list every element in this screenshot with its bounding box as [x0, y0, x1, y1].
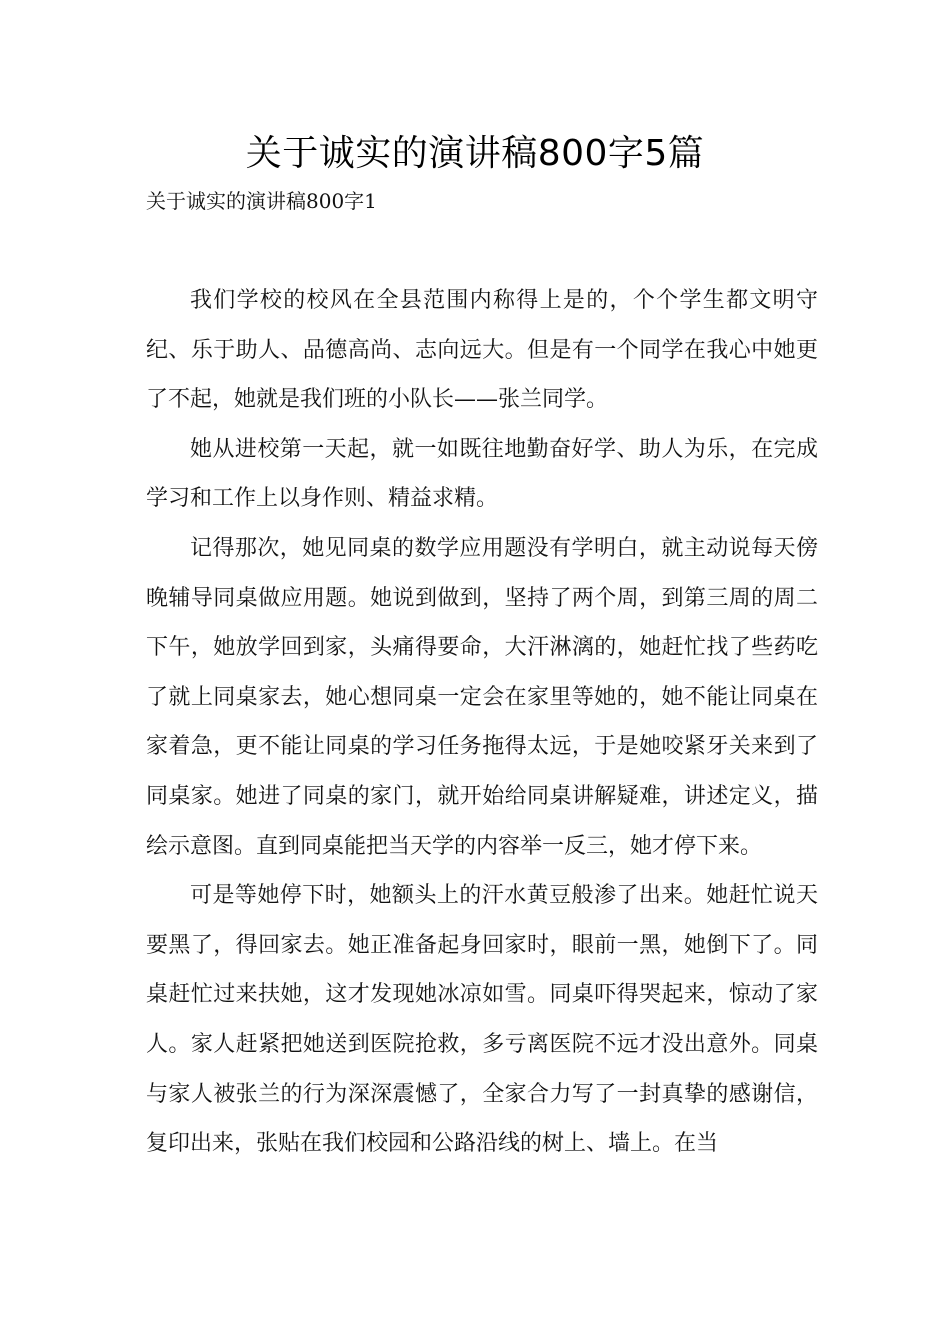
paragraph-2: 她从进校第一天起，就一如既往地勤奋好学、助人为乐，在完成学习和工作上以身作则、精益求精。	[146, 436, 818, 512]
paragraph-4: 可是等她停下时，她额头上的汗水黄豆般渗了出来。她赶忙说天要黑了，得回家去。她正准备起身回家时，眼前一黑，她倒下了。同桌赶忙过来扶她，这才发现她冰凉如雪。同桌吓得哭起来，惊动了家人。家人赶紧把她送到医院抢救，多亏离医院不远才没出意外。同桌与家人被张兰的行为深深震憾了，全家合力写了一封真挚的感谢信，复印出来，张贴在我们校园和公路沿线的树上、墙上。在当	[146, 883, 818, 1157]
paragraph-1: 我们学校的校风在全县范围内称得上是的，个个学生都文明守纪、乐于助人、品德高尚、志向远大。但是有一个同学在我心中她更了不起，她就是我们班的小队长——张兰同学。	[146, 288, 818, 413]
document-title: 关于诚实的演讲稿800字5篇	[245, 133, 705, 174]
paragraph-3: 记得那次，她见同桌的数学应用题没有学明白，就主动说每天傍晚辅导同桌做应用题。她说到做到，坚持了两个周，到第三周的周二下午，她放学回到家，头痛得要命，大汗淋漓的，她赶忙找了些药吃了就上同桌家去，她心想同桌一定会在家里等她的，她不能让同桌在家着急，更不能让同桌的学习任务拖得太远，于是她咬紧牙关来到了同桌家。她进了同桌的家门，就开始给同桌讲解疑难，讲述定义，描绘示意图。直到同桌能把当天学的内容举一反三，她才停下来。	[146, 535, 818, 859]
section-heading: 关于诚实的演讲稿800字1	[146, 189, 377, 213]
document-body	[146, 276, 818, 1169]
